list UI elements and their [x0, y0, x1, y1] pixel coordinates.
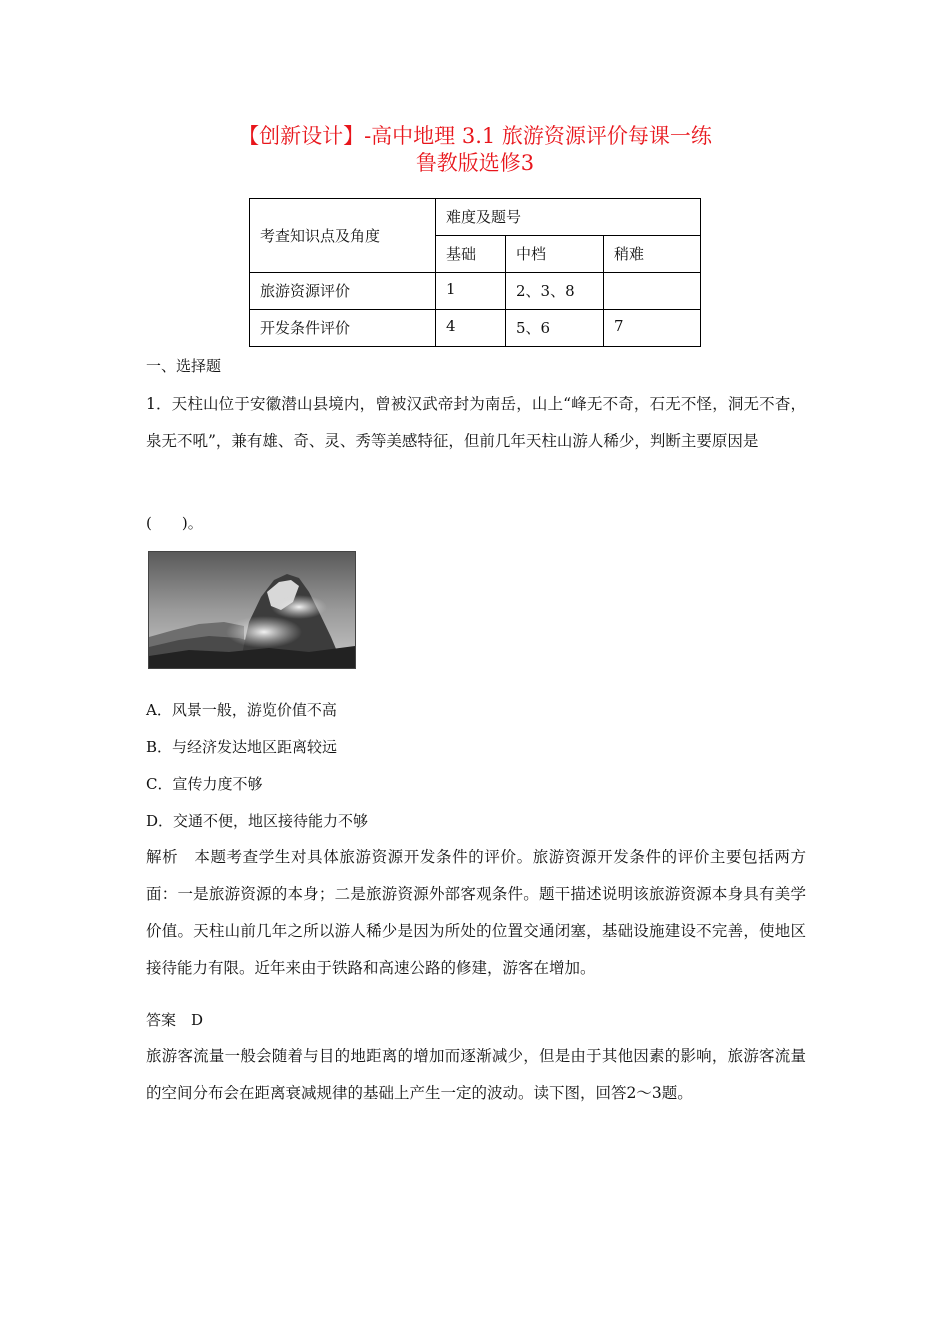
mountain-photo [148, 551, 356, 669]
table-cell-basic: 1 [436, 273, 506, 310]
option-d: D．交通不便，地区接待能力不够 [146, 812, 369, 830]
option-b: B．与经济发达地区距离较远 [146, 738, 338, 756]
question-1-blank: ( )。 [146, 514, 203, 532]
table-cell-medium: 2、3、8 [506, 273, 604, 310]
table-header-topic: 考查知识点及角度 [250, 199, 436, 273]
question-1-stem: 1．天柱山位于安徽潜山县境内，曾被汉武帝封为南岳，山上“峰无不奇，石无不怪，洞无不杳，泉无不吼”，兼有雄、奇、灵、秀等美感特征，但前几年天柱山游人稀少，判断主要原因是 [146, 395, 806, 450]
document-title-line2: 鲁教版选修3 [415, 151, 535, 175]
option-c: C．宣传力度不够 [146, 775, 263, 793]
table-cell-hard: 7 [604, 310, 701, 347]
document-title-line1: 【创新设计】-高中地理 3.1 旅游资源评价每课一练 [238, 124, 712, 148]
table-subheader-hard: 稍难 [604, 236, 701, 273]
table-subheader-basic: 基础 [436, 236, 506, 273]
option-a: A．风景一般，游览价值不高 [146, 701, 337, 719]
section-heading: 一、选择题 [146, 357, 222, 375]
table-row [250, 273, 701, 310]
table-subheader-medium: 中档 [506, 236, 604, 273]
intro-questions-2-3: 旅游客流量一般会随着与目的地距离的增加而逐渐减少，但是由于其他因素的影响，旅游客流量的空间分布会在距离衰减规律的基础上产生一定的波动。读下图，回答2～3题。 [146, 1047, 806, 1102]
table-cell-medium: 5、6 [506, 310, 604, 347]
table-row [250, 310, 701, 347]
table-cell-topic: 旅游资源评价 [250, 273, 436, 310]
knowledge-difficulty-table [249, 198, 701, 347]
question-1-analysis: 解析 本题考查学生对具体旅游资源开发条件的评价。旅游资源开发条件的评价主要包括两方面：一是旅游资源的本身；二是旅游资源外部客观条件。题干描述说明该旅游资源本身具有美学价值。天柱山前几年之所以游人稀少是因为所处的位置交通闭塞，基础设施建设不完善，使地区接待能力有限。近年来由于铁路和高速公路的修建，游客在增加。 [146, 848, 806, 977]
table-cell-hard [604, 273, 701, 310]
table-cell-topic: 开发条件评价 [250, 310, 436, 347]
question-1-answer: 答案 D [146, 1011, 204, 1029]
table-cell-basic: 4 [436, 310, 506, 347]
table-header-difficulty: 难度及题号 [436, 199, 701, 236]
